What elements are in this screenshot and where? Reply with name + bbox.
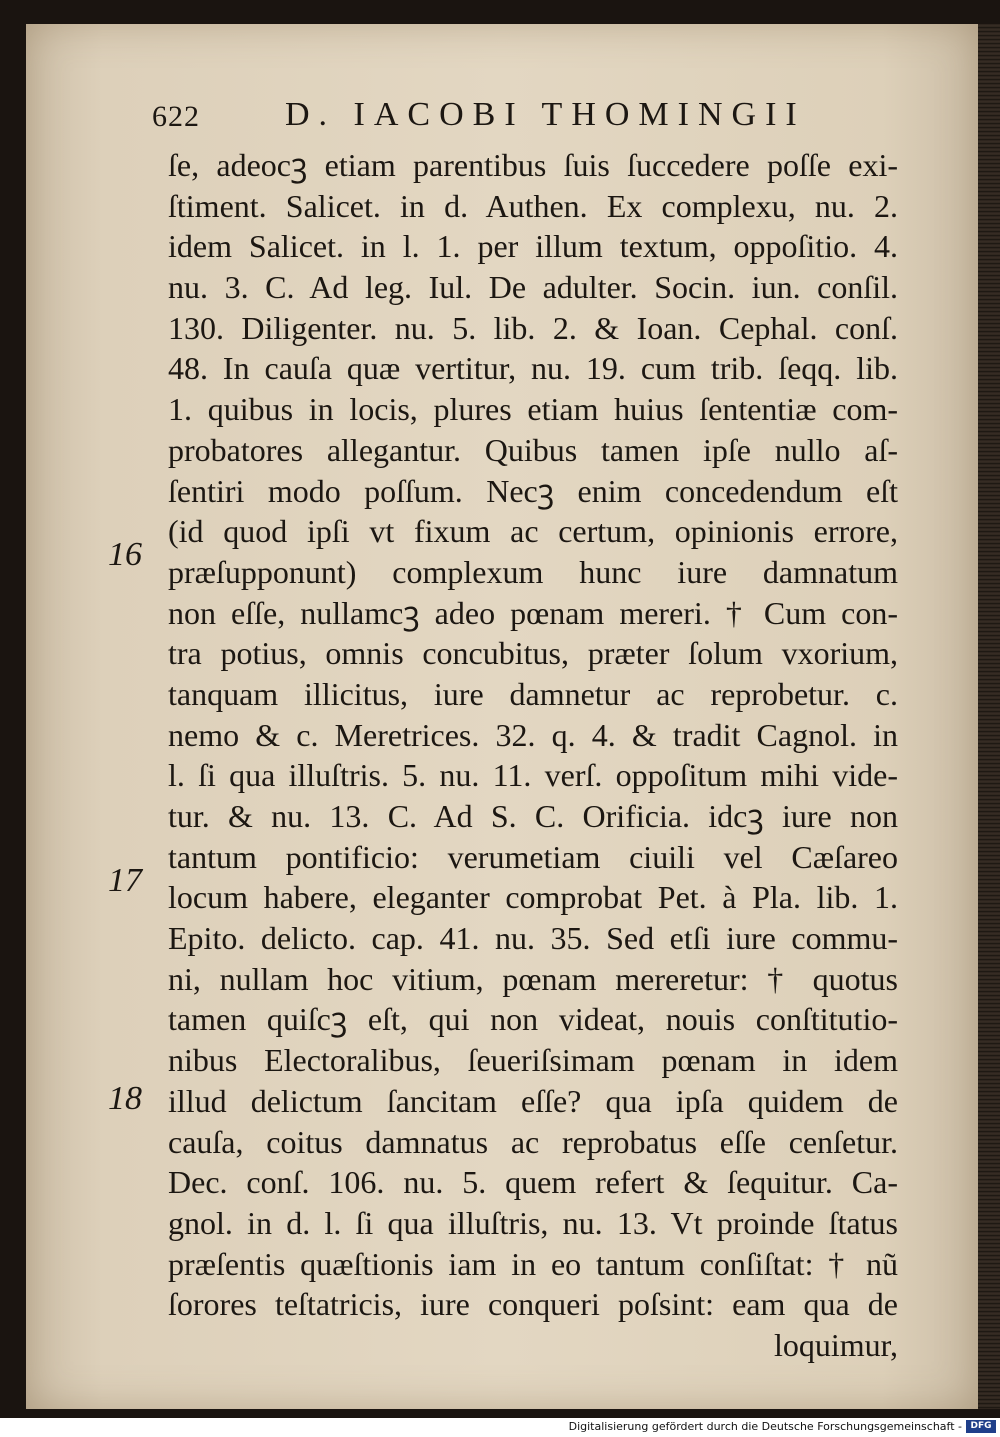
text-line: præſupponunt) complexum hunc iure damnatum [168, 553, 898, 590]
text-line: ſentiri modo poſſum. Necꝫ enim concedendum eſt [168, 472, 898, 509]
text-line: ni, nullam hoc vitium, pœnam mereretur: † quotus [168, 960, 898, 997]
text-line: tanquam illicitus, iure damnetur ac reprobetur. c. [168, 675, 898, 712]
text-line: 130. Diligenter. nu. 5. lib. 2. & Ioan. Cephal. conſ. [168, 309, 898, 346]
text-line: gnol. in d. l. ſi qua illuſtris, nu. 13. Vt proinde ſtatus [168, 1204, 898, 1241]
text-line: probatores allegantur. Quibus tamen ipſe nullo aſ- [168, 431, 898, 468]
text-line: tra potius, omnis concubitus, præter ſolum vxorium, [168, 635, 898, 672]
text-line: Epito. delicto. cap. 41. nu. 35. Sed etſi iure commu- [168, 920, 898, 957]
page-header [150, 96, 870, 146]
text-line: nemo & c. Meretrices. 32. q. 4. & tradit Cagnol. in [168, 716, 898, 753]
margin-number-16: 16 [108, 536, 142, 573]
text-line: nibus Electoralibus, ſeueriſsimam pœnam in idem [168, 1042, 898, 1079]
text-line: 1. quibus in locis, plures etiam huius ſententiæ com- [168, 391, 898, 428]
footer-bar [0, 1418, 1000, 1437]
margin-number-17: 17 [108, 862, 142, 899]
dfg-logo: DFG [966, 1420, 996, 1433]
page-edge-strip [978, 24, 1000, 1409]
text-line: Dec. conſ. 106. nu. 5. quem refert & ſequitur. Ca- [168, 1164, 898, 1201]
funding-credit: Digitalisierung gefördert durch die Deutsche Forschungsgemeinschaft - [568, 1420, 962, 1433]
margin-number-18: 18 [108, 1080, 142, 1117]
text-line: ſe, adeocꝫ etiam parentibus ſuis ſuccedere poſſe exi- [168, 147, 898, 183]
text-line: illud delictum ſancitam eſſe? qua ipſa quidem de [168, 1082, 898, 1119]
text-line: præſentis quæſtionis iam in eo tantum conſiſtat: † nũ [168, 1245, 898, 1282]
text-line: ſorores teſtatricis, iure conqueri poſsint: eam qua de [168, 1286, 898, 1323]
text-line: non eſſe, nullamcꝫ adeo pœnam mereri. † Cum con- [168, 594, 898, 631]
text-line: tantum pontificio: verumetiam ciuili vel Cæſareo [168, 838, 898, 875]
text-line: locum habere, eleganter comprobat Pet. à Pla. lib. 1. [168, 879, 898, 916]
text-line: nu. 3. C. Ad leg. Iul. De adulter. Socin. iun. conſil. [168, 269, 898, 306]
text-line: cauſa, coitus damnatus ac reprobatus eſſe cenſetur. [168, 1123, 898, 1160]
text-line: l. ſi qua illuſtris. 5. nu. 11. verſ. oppoſitum mihi vide- [168, 757, 898, 794]
text-line: ſtiment. Salicet. in d. Authen. Ex complexu, nu. 2. [168, 187, 898, 224]
text-line: idem Salicet. in l. 1. per illum textum, oppoſitio. 4. [168, 228, 898, 265]
text-line: (id quod ipſi vt fixum ac certum, opinionis errore, [168, 513, 898, 550]
text-line: tur. & nu. 13. C. Ad S. C. Orificia. idcꝫ iure non [168, 798, 898, 834]
page-number: 622 [152, 100, 200, 133]
running-title: D. IACOBI THOMINGII [285, 96, 806, 133]
catchword: loquimur, [773, 1326, 898, 1363]
body-text [168, 145, 898, 1366]
text-line: tamen quiſcꝫ eſt, qui non videat, nouis conſtitutio- [168, 1001, 898, 1038]
text-line: 48. In cauſa quæ vertitur, nu. 19. cum trib. ſeqq. lib. [168, 350, 898, 387]
